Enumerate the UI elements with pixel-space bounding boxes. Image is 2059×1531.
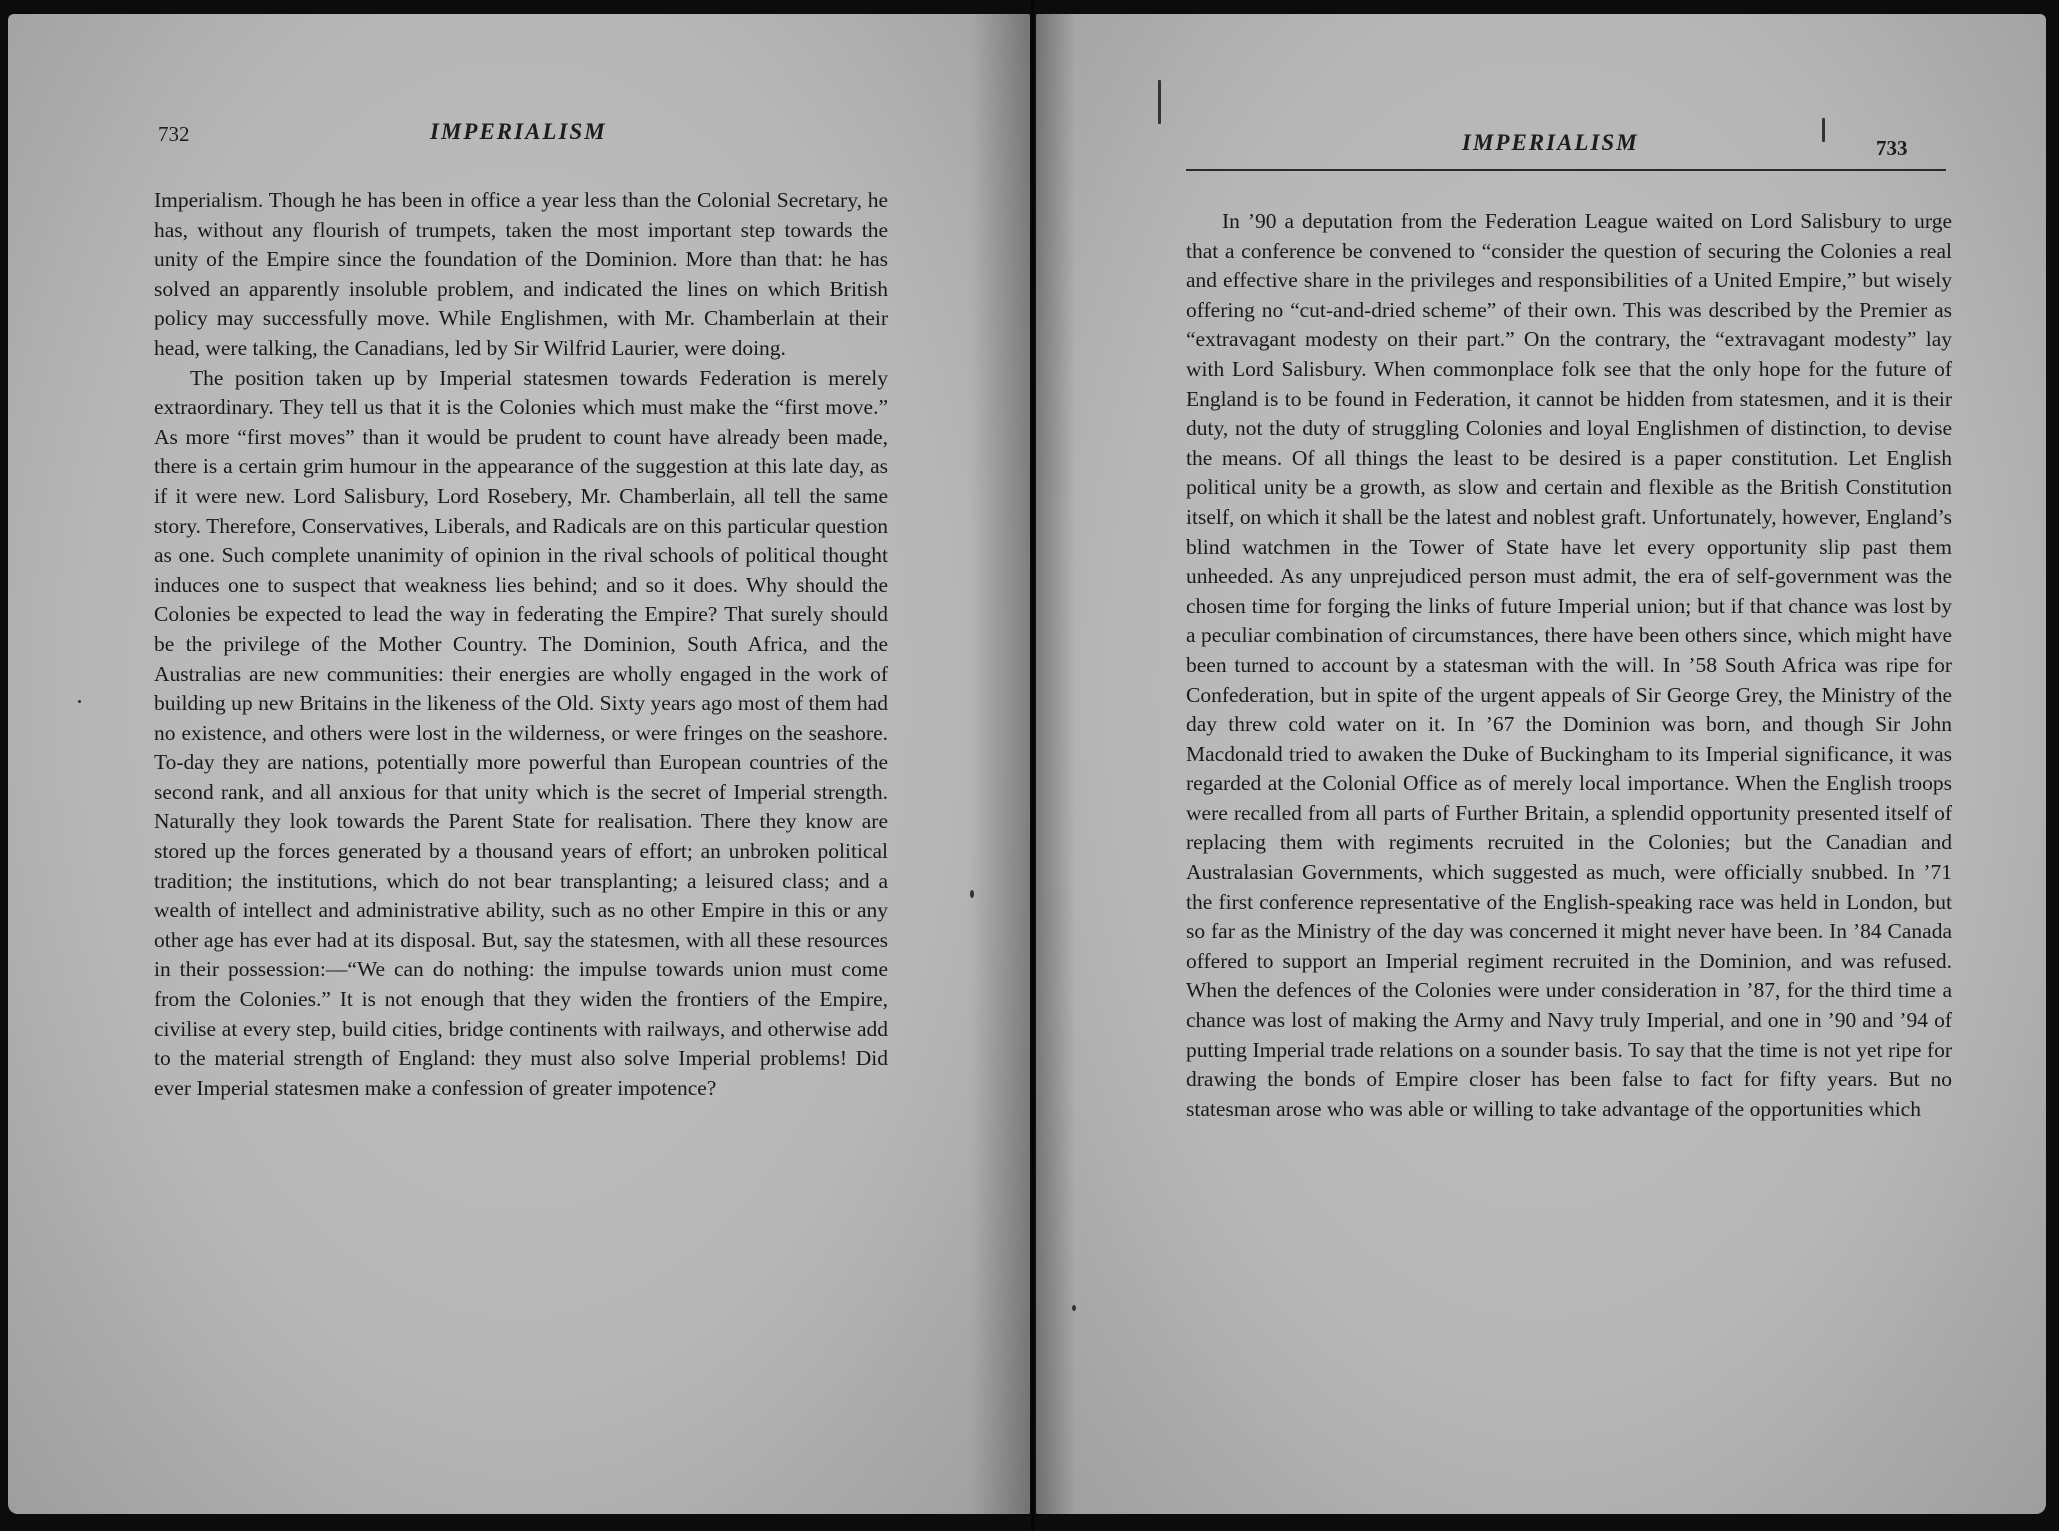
paragraph: The position taken up by Imperial statesmen towards Federation is merely extraordinary. They tell us that it is the Colonies which must make the “first move.” As more “first moves” than it would be prudent to count have already been made, there is a certain grim humour in the appearance of the suggestion at this late day, as if it were new. Lord Salisbury, Lord Rosebery, Mr. Chamberlain, all tell the same story. Therefore, Conservatives, Liberals, and Radicals are on this particular question as one. Such complete unanimity of opinion in the rival schools of political thought induces one to suspect that weakness lies behind; and so it does. Why should the Colonies be expected to lead the way in federating the Empire? That surely should be the privilege of the Mother Country. The Dominion, South Africa, and the Australias are new communities: their energies are wholly engaged in the work of building up new Britains in the likeness of the Old. Sixty years ago most of them had no existence, and others were lost in the wilderness, or were fringes on the seashore. To-day they are nations, potentially more powerful than European countries of the second rank, and all anxious for that unity which is the secret of Imperial strength. Naturally they look towards the Parent State for realisation. There they know are stored up the forces generated by a thousand years of effort; an unbroken political tradition; the institutions, which do not bear transplanting; a leisured class; and a wealth of intellect and administrative ability, such as no other Empire in this or any other age has ever had at its disposal. But, say the statesmen, with all these resources in their possession:—“We can do nothing: the impulse towards union must come from the Colonies.” It is not enough that they widen the frontiers of the Empire, civilise at every step, build cities, bridge continents with railways, and otherwise add to the material strength of England: they must also solve Imperial problems! Did ever Imperial statesmen make a confession of greater impotence? <box>154 365 888 1100</box>
gutter-shadow <box>1036 14 1076 1514</box>
page-number: 732 <box>158 122 190 146</box>
ink-mark <box>1158 80 1161 124</box>
running-title: IMPERIALISM <box>1462 130 1639 155</box>
right-page <box>1036 14 2046 1514</box>
ink-mark <box>1822 118 1825 142</box>
paragraph: Imperialism. Though he has been in office a year less than the Colonial Secretary, he has, without any flourish of trumpets, taken the most important step towards the unity of the Empire since the foundation of the Dominion. More than that: he has solved an apparently insoluble problem, and indicated the lines on which British policy may successfully move. While Englishmen, with Mr. Chamberlain at their head, were talking, the Canadians, led by Sir Wilfrid Laurier, were doing. <box>154 188 888 360</box>
header-rule <box>1186 169 1946 171</box>
paragraph: In ’90 a deputation from the Federation League waited on Lord Salisbury to urge that a conference be convened to “consider the question of securing the Colonies a real and effective share in the privileges and responsibilities of a United Empire,” but wisely offering no “cut-and-dried scheme” of their own. This was described by the Premier as “extravagant modesty on their part.” On the contrary, the “extravagant modesty” lay with Lord Salisbury. When commonplace folk see that the only hope for the future of England is to be found in Federation, it cannot be hidden from statesmen, and it is their duty, not the duty of struggling Colonies and loyal Englishmen of distinction, to devise the means. Of all things the least to be desired is a paper constitution. Let English political unity be a growth, as slow and certain and flexible as the British Constitution itself, on which it shall be the latest and noblest graft. Unfortunately, however, England’s blind watchmen in the Tower of State have let every opportunity slip past them unheeded. As any unprejudiced person must admit, the era of self-government was the chosen time for forging the links of future Imperial union; but if that chance was lost by a peculiar combination of circumstances, there have been others since, which might have been turned to account by a statesman with the will. In ’58 South Africa was ripe for Confederation, but in spite of the urgent appeals of Sir George Grey, the Ministry of the day threw cold water on it. In ’67 the Dominion was born, and though Sir John Macdonald tried to awaken the Duke of Buckingham to its Imperial significance, it was regarded at the Colonial Office as of merely local importance. When the English troops were recalled from all parts of Further Britain, a splendid opportunity presented itself of replacing them with regiments recruited in the Colonies; but the Canadian and Australasian Governments, which suggested as much, were officially snubbed. In ’71 the first conference representative of the English-speaking race was held in London, but so far as the Ministry of the day was concerned it might never have been. In ’84 Canada offered to support an Imperial regiment recruited in the Dominion, and was refused. When the defences of the Colonies were under consideration in ’87, for the third time a chance was lost of making the Army and Navy truly Imperial, and one in ’90 and ’94 of putting Imperial trade relations on a sounder basis. To say that the time is not yet ripe for drawing the bonds of Empire closer has been false to fact for fifty years. But no statesman arose who was able or willing to take advantage of the opportunities which <box>1186 209 1952 1121</box>
running-title: IMPERIALISM <box>430 119 607 144</box>
left-text-block <box>154 186 888 1103</box>
gutter-shadow <box>970 14 1030 1514</box>
book-fold <box>1031 0 1034 1531</box>
page-number: 733 <box>1876 136 1908 160</box>
ink-speck <box>970 890 974 898</box>
ink-speck <box>78 700 81 703</box>
ink-speck <box>1072 1305 1076 1311</box>
right-text-block <box>1186 207 1952 1124</box>
left-page <box>8 14 1030 1514</box>
